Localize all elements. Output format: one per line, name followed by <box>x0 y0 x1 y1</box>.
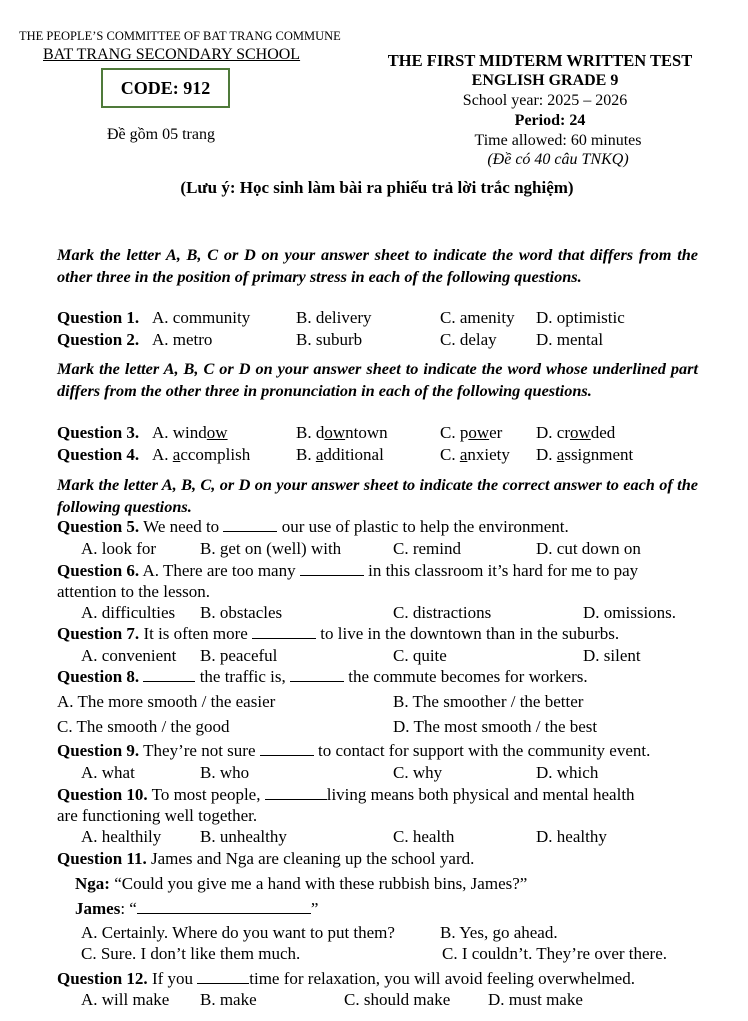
q12-option-a: A. will make <box>81 990 170 1009</box>
answer-sheet-note: (Lưu ý: Học sinh làm bài ra phiếu trả lời trắc nghiệm) <box>180 178 574 197</box>
question-6-stem: Question 6. A. There are too many in this classroom it’s hard for me to pay <box>57 561 639 580</box>
q9-option-c: C. why <box>393 763 443 782</box>
answer-blank <box>260 741 314 756</box>
q9-option-b: B. who <box>200 763 250 782</box>
option-c: C. delay <box>440 330 497 349</box>
exam-code: CODE: 912 <box>120 77 211 98</box>
question-label: Question 2. <box>57 330 140 349</box>
option-c: C. power <box>440 423 503 442</box>
answer-blank <box>137 899 311 914</box>
option-d: D. optimistic <box>536 308 625 327</box>
q9-option-d: D. which <box>536 763 599 782</box>
question-9-stem: Question 9. They’re not sure to contact for support with the community event. <box>57 741 651 760</box>
q5-option-a: A. look for <box>81 539 157 558</box>
answer-blank <box>300 561 364 576</box>
q10-option-d: D. healthy <box>536 827 607 846</box>
test-title: THE FIRST MIDTERM WRITTEN TEST <box>387 51 693 70</box>
speaker-james: James <box>75 899 121 918</box>
option-b: B. downtown <box>296 423 388 442</box>
answer-blank <box>197 969 249 984</box>
question-10-stem: Question 10. To most people, living means both physical and mental health <box>57 785 635 804</box>
speaker-nga: Nga: <box>75 874 110 893</box>
option-a: A. accomplish <box>152 445 251 464</box>
option-a: A. window <box>152 423 228 442</box>
q5-option-d: D. cut down on <box>536 539 641 558</box>
q11-option-a: A. Certainly. Where do you want to put them? <box>81 923 395 942</box>
committee-name: THE PEOPLE’S COMMITTEE OF BAT TRANG COMMUNE <box>19 29 341 43</box>
question-count: (Đề có 40 câu TNKQ) <box>487 151 629 168</box>
q5-option-c: C. remind <box>393 539 461 558</box>
answer-blank <box>252 624 316 639</box>
underlined-part: ow <box>206 423 228 442</box>
option-b: B. suburb <box>296 330 363 349</box>
question-10-continued: are functioning well together. <box>57 806 258 825</box>
q7-option-c: C. quite <box>393 646 447 665</box>
question-label: Question 6. <box>57 561 140 580</box>
question-label: Question 12. <box>57 969 148 988</box>
question-7-stem: Question 7. It is often more to live in the downtown than in the suburbs. <box>57 624 620 643</box>
q6-option-a: A. difficulties <box>81 603 176 622</box>
question-label: Question 10. <box>57 785 148 804</box>
option-d: D. mental <box>536 330 604 349</box>
answer-blank <box>223 517 277 532</box>
q11-option-b: B. Yes, go ahead. <box>440 923 558 942</box>
section-3-instruction: Mark the letter A, B, C, or D on your answer sheet to indicate the correct answer to each of the following questions. <box>57 475 698 516</box>
question-8-stem: Question 8. the traffic is, the commute becomes for workers. <box>57 667 588 686</box>
q7-option-a: A. convenient <box>81 646 177 665</box>
school-name: BAT TRANG SECONDARY SCHOOL <box>43 46 301 63</box>
underlined-part: a <box>315 445 324 464</box>
underlined-part: ow <box>468 423 490 442</box>
underlined-part: a <box>172 445 181 464</box>
q11-nga-line: Nga: “Could you give me a hand with these rubbish bins, James?” <box>75 874 528 893</box>
option-b: B. delivery <box>296 308 372 327</box>
q8-option-c: C. The smooth / the good <box>57 717 230 736</box>
test-subject: ENGLISH GRADE 9 <box>471 72 619 89</box>
question-5-stem: Question 5. We need to our use of plastic to help the environment. <box>57 517 569 536</box>
underlined-part: a <box>459 445 468 464</box>
q12-option-c: C. should make <box>344 990 451 1009</box>
q11-james-line: James: “ ” <box>75 899 319 918</box>
section-2-instruction: Mark the letter A, B, C or D on your answer sheet to indicate the word whose underlined part differs from the other three in pronunciation in each of the following questions. <box>57 359 698 400</box>
question-label: Question 9. <box>57 741 140 760</box>
q6-option-c: C. distractions <box>393 603 492 622</box>
q10-option-c: C. health <box>393 827 455 846</box>
time-allowed: Time allowed: 60 minutes <box>474 132 642 149</box>
q8-option-d: D. The most smooth / the best <box>393 717 598 736</box>
q10-option-b: B. unhealthy <box>200 827 287 846</box>
question-label: Question 5. <box>57 517 140 536</box>
underlined-part: ow <box>324 423 346 442</box>
period: Period: 24 <box>514 112 586 129</box>
underlined-part: a <box>556 445 565 464</box>
question-label: Question 11. <box>57 849 147 868</box>
q8-option-a: A. The more smooth / the easier <box>57 692 276 711</box>
option-d: D. assignment <box>536 445 634 464</box>
underlined-part: ow <box>569 423 591 442</box>
answer-blank <box>290 667 344 682</box>
question-label: Question 7. <box>57 624 140 643</box>
q11-option-d: C. I couldn’t. They’re over there. <box>442 944 668 963</box>
option-b: B. additional <box>296 445 384 464</box>
q7-option-b: B. peaceful <box>200 646 278 665</box>
option-d: D. crowded <box>536 423 616 442</box>
question-6-continued: attention to the lesson. <box>57 582 210 601</box>
question-11-stem: Question 11. James and Nga are cleaning up the school yard. <box>57 849 475 868</box>
option-c: C. amenity <box>440 308 515 327</box>
q5-option-b: B. get on (well) with <box>200 539 342 558</box>
question-label: Question 4. <box>57 445 140 464</box>
answer-blank <box>143 667 195 682</box>
question-12-stem: Question 12. If you time for relaxation, you will avoid feeling overwhelmed. <box>57 969 635 988</box>
section-1-instruction: Mark the letter A, B, C or D on your answer sheet to indicate the word that differs from the other three in the position of primary stress in each of the following questions. <box>57 245 698 286</box>
q12-option-b: B. make <box>200 990 257 1009</box>
question-label: Question 1. <box>57 308 140 327</box>
school-year: School year: 2025 – 2026 <box>462 92 628 109</box>
option-a: A. community <box>152 308 251 327</box>
q12-option-d: D. must make <box>488 990 583 1009</box>
q8-option-b: B. The smoother / the better <box>393 692 584 711</box>
question-label: Question 8. <box>57 667 140 686</box>
q6-option-d: D. omissions. <box>583 603 677 622</box>
exam-code-box <box>101 68 230 108</box>
question-label: Question 3. <box>57 423 140 442</box>
option-c: C. anxiety <box>440 445 510 464</box>
q7-option-d: D. silent <box>583 646 641 665</box>
q6-option-b: B. obstacles <box>200 603 283 622</box>
option-a: A. metro <box>152 330 213 349</box>
q11-option-c: C. Sure. I don’t like them much. <box>81 944 301 963</box>
q9-option-a: A. what <box>81 763 135 782</box>
answer-blank <box>265 785 327 800</box>
q10-option-a: A. healthily <box>81 827 162 846</box>
page-count: Đề gồm 05 trang <box>107 126 215 143</box>
